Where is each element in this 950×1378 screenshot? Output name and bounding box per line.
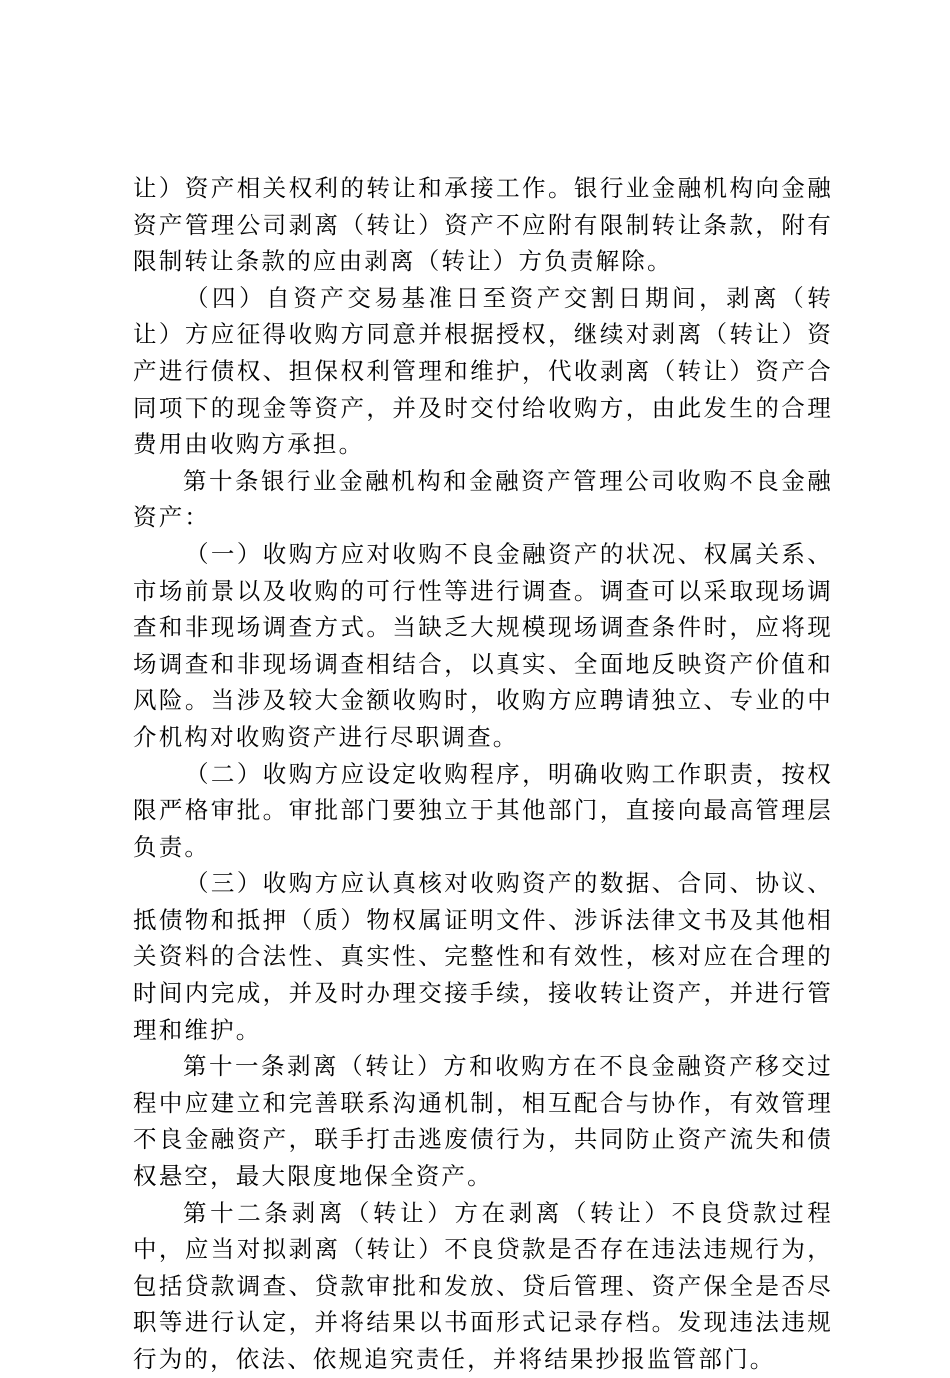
document-body xyxy=(133,170,833,1378)
paragraph-item-1: （一）收购方应对收购不良金融资产的状况、权属关系、市场前景以及收购的可行性等进行调查。调查可以采取现场调查和非现场调查方式。当缺乏大规模现场调查条件时，应将现场调查和非现场调查相结合，以真实、全面地反映资产价值和风险。当涉及较大金额收购时，收购方应聘请独立、专业的中介机构对收购资产进行尽职调查。 xyxy=(133,539,833,751)
paragraph-item-4: （四）自资产交易基准日至资产交割日期间，剥离（转让）方应征得收购方同意并根据授权，继续对剥离（转让）资产进行债权、担保权利管理和维护，代收剥离（转让）资产合同项下的现金等资产，并及时交付给收购方，由此发生的合理费用由收购方承担。 xyxy=(133,283,833,459)
paragraph-article-12: 第十二条剥离（转让）方在剥离（转让）不良贷款过程中，应当对拟剥离（转让）不良贷款是否存在违法违规行为，包括贷款调查、贷款审批和发放、贷后管理、资产保全是否尽职等进行认定，并将结果以书面形式记录存档。发现违法违规行为的，依法、依规追究责任，并将结果抄报监管部门。 xyxy=(133,1198,833,1373)
paragraph-item-2: （二）收购方应设定收购程序，明确收购工作职责，按权限严格审批。审批部门要独立于其他部门，直接向最高管理层负责。 xyxy=(133,759,833,861)
paragraph-article-11: 第十一条剥离（转让）方和收购方在不良金融资产移交过程中应建立和完善联系沟通机制，相互配合与协作，有效管理不良金融资产，联手打击逃废债行为，共同防止资产流失和债权悬空，最大限度地保全资产。 xyxy=(133,1052,833,1191)
paragraph-item-3: （三）收购方应认真核对收购资产的数据、合同、协议、抵债物和抵押（质）物权属证明文件、涉诉法律文书及其他相关资料的合法性、真实性、完整性和有效性，核对应在合理的时间内完成，并及时办理交接手续，接收转让资产，并进行管理和维护。 xyxy=(133,869,833,1044)
paragraph-continuation: 让）资产相关权利的转让和承接工作。银行业金融机构向金融资产管理公司剥离（转让）资产不应附有限制转让条款，附有限制转让条款的应由剥离（转让）方负责解除。 xyxy=(133,174,833,276)
paragraph-article-10: 第十条银行业金融机构和金融资产管理公司收购不良金融资产： xyxy=(133,466,833,532)
